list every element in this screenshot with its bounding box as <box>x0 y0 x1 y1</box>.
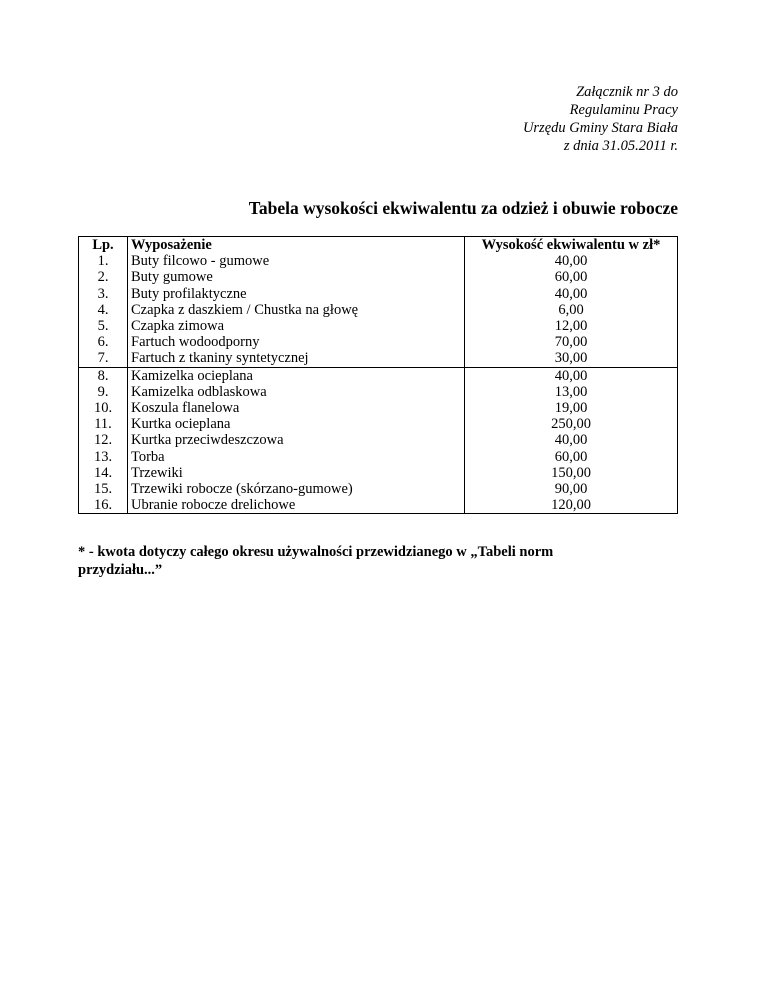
equivalent-value: 30,00 <box>465 350 678 367</box>
equivalent-value: 13,00 <box>465 384 678 400</box>
table-row <box>79 416 678 432</box>
row-number: 12. <box>79 432 128 448</box>
row-number: 3. <box>79 286 128 302</box>
attachment-header-line: z dnia 31.05.2011 r. <box>563 138 678 154</box>
attachment-header-line: Załącznik nr 3 do <box>576 84 678 100</box>
column-header-lp: Lp. <box>79 237 128 254</box>
equipment-name: Fartuch z tkaniny syntetycznej <box>128 350 465 367</box>
row-number: 6. <box>79 334 128 350</box>
equivalent-table <box>78 236 678 514</box>
equivalent-value: 19,00 <box>465 400 678 416</box>
table-row <box>79 449 678 465</box>
row-number: 4. <box>79 302 128 318</box>
attachment-header-line: Regulaminu Pracy <box>569 102 678 118</box>
equivalent-value: 40,00 <box>465 253 678 269</box>
table-row <box>79 384 678 400</box>
equipment-name: Trzewiki <box>128 465 465 481</box>
table-row <box>79 302 678 318</box>
equipment-name: Ubranie robocze drelichowe <box>128 497 465 514</box>
equivalent-value: 40,00 <box>465 367 678 384</box>
footnote: * - kwota dotyczy całego okresu używalności przewidzianego w „Tabeli norm przydziału...” <box>78 544 554 578</box>
table-row <box>79 400 678 416</box>
row-number: 14. <box>79 465 128 481</box>
row-number: 5. <box>79 318 128 334</box>
equivalent-value: 150,00 <box>465 465 678 481</box>
table-header-row <box>79 237 678 254</box>
table-row <box>79 481 678 497</box>
table-row <box>79 350 678 367</box>
table-row <box>79 465 678 481</box>
table-row <box>79 269 678 285</box>
attachment-header-line: Urzędu Gminy Stara Biała <box>522 120 678 136</box>
equivalent-value: 12,00 <box>465 318 678 334</box>
table-row <box>79 497 678 514</box>
document-title: Tabela wysokości ekwiwalentu za odzież i obuwie robocze <box>248 198 678 218</box>
column-header-value: Wysokość ekwiwalentu w zł* <box>465 237 678 254</box>
equipment-name: Buty profilaktyczne <box>128 286 465 302</box>
equipment-name: Fartuch wodoodporny <box>128 334 465 350</box>
equipment-name: Kurtka ocieplana <box>128 416 465 432</box>
equipment-name: Czapka zimowa <box>128 318 465 334</box>
equipment-name: Torba <box>128 449 465 465</box>
equipment-name: Kamizelka odblaskowa <box>128 384 465 400</box>
equivalent-value: 40,00 <box>465 286 678 302</box>
equipment-name: Buty filcowo - gumowe <box>128 253 465 269</box>
row-number: 9. <box>79 384 128 400</box>
row-number: 13. <box>79 449 128 465</box>
attachment-header <box>523 83 678 155</box>
equipment-name: Trzewiki robocze (skórzano-gumowe) <box>128 481 465 497</box>
column-header-equipment: Wyposażenie <box>128 237 465 254</box>
table-row <box>79 253 678 269</box>
equivalent-value: 70,00 <box>465 334 678 350</box>
equivalent-value: 40,00 <box>465 432 678 448</box>
equivalent-value: 120,00 <box>465 497 678 514</box>
table-row <box>79 334 678 350</box>
row-number: 8. <box>79 367 128 384</box>
table-row <box>79 318 678 334</box>
equivalent-value: 90,00 <box>465 481 678 497</box>
row-number: 15. <box>79 481 128 497</box>
row-number: 11. <box>79 416 128 432</box>
table-row <box>79 432 678 448</box>
table-row <box>79 286 678 302</box>
row-number: 16. <box>79 497 128 514</box>
row-number: 2. <box>79 269 128 285</box>
row-number: 10. <box>79 400 128 416</box>
equipment-name: Buty gumowe <box>128 269 465 285</box>
equipment-name: Kurtka przeciwdeszczowa <box>128 432 465 448</box>
equivalent-value: 6,00 <box>465 302 678 318</box>
equivalent-value: 60,00 <box>465 449 678 465</box>
equivalent-value: 60,00 <box>465 269 678 285</box>
equivalent-value: 250,00 <box>465 416 678 432</box>
equipment-name: Koszula flanelowa <box>128 400 465 416</box>
table-body <box>79 253 678 514</box>
row-number: 7. <box>79 350 128 367</box>
row-number: 1. <box>79 253 128 269</box>
table-row <box>79 367 678 384</box>
equipment-name: Kamizelka ocieplana <box>128 367 465 384</box>
equipment-name: Czapka z daszkiem / Chustka na głowę <box>128 302 465 318</box>
